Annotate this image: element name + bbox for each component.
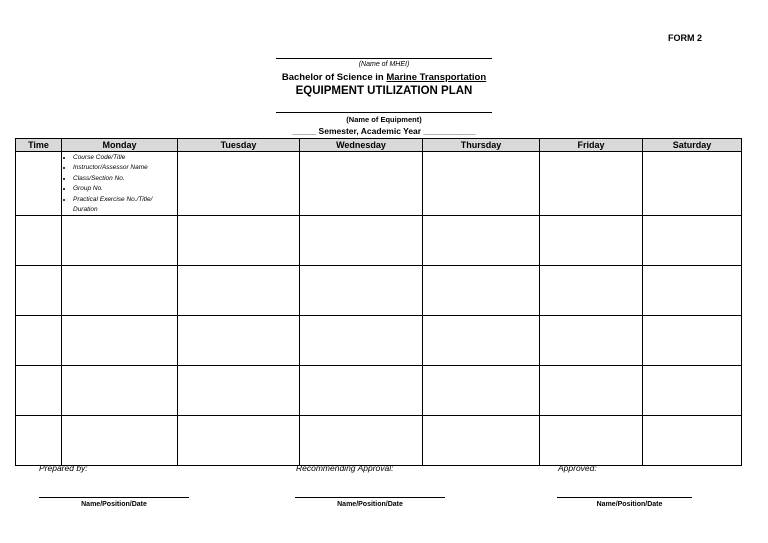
table-cell[interactable] (540, 366, 643, 416)
recommending-approval-label: Recommending Approval: (296, 463, 394, 473)
table-cell[interactable] (300, 416, 423, 466)
table-cell[interactable] (423, 366, 540, 416)
column-header-saturday: Saturday (643, 139, 742, 152)
table-cell[interactable] (16, 216, 62, 266)
semester-line: _____ Semester, Academic Year ___________ (292, 126, 476, 136)
list-item: • Group No. (73, 184, 177, 194)
table-row (16, 266, 742, 316)
table-row (16, 316, 742, 366)
table-cell[interactable] (62, 266, 178, 316)
mhei-name-line (276, 58, 492, 59)
program-prefix: Bachelor of Science in (281, 72, 387, 83)
table-cell[interactable] (643, 366, 742, 416)
table-cell[interactable] (643, 316, 742, 366)
table-cell[interactable] (16, 366, 62, 416)
table-cell[interactable] (423, 416, 540, 466)
table-cell[interactable] (423, 216, 540, 266)
table-cell[interactable] (423, 152, 540, 216)
column-header-wednesday: Wednesday (300, 139, 423, 152)
table-row (16, 416, 742, 466)
table-cell[interactable] (16, 152, 62, 216)
table-row (16, 216, 742, 266)
table-cell[interactable] (423, 316, 540, 366)
equipment-name-line (276, 112, 492, 113)
list-item: • Practical Exercise No./Title/ Duration (73, 195, 177, 216)
table-cell[interactable] (300, 366, 423, 416)
prepared-by-caption: Name/Position/Date (81, 501, 147, 508)
approved-by-label: Approved: (558, 463, 597, 473)
table-cell[interactable] (178, 416, 300, 466)
form-number: FORM 2 (668, 33, 703, 43)
approved-caption: Name/Position/Date (596, 501, 663, 508)
table-cell[interactable] (423, 266, 540, 316)
table-cell[interactable] (643, 416, 742, 466)
table-cell[interactable] (540, 316, 643, 366)
recommending-signature-line (295, 497, 445, 498)
column-header-thursday: Thursday (423, 139, 540, 152)
table-cell[interactable] (540, 416, 643, 466)
table-cell[interactable] (62, 316, 178, 366)
entry-guide-list (62, 153, 177, 215)
program-name: Marine Transportation (386, 72, 487, 83)
table-cell[interactable] (62, 416, 178, 466)
table-cell[interactable] (540, 266, 643, 316)
column-header-time: Time (16, 139, 62, 152)
table-cell[interactable] (300, 216, 423, 266)
list-item: • Class/Section No. (73, 174, 177, 184)
approved-signature-line (557, 497, 692, 498)
table-cell[interactable] (178, 316, 300, 366)
recommending-caption: Name/Position/Date (337, 501, 403, 508)
table-cell[interactable] (643, 266, 742, 316)
table-cell[interactable] (643, 216, 742, 266)
equipment-name-label: (Name of Equipment) (346, 115, 422, 124)
table-cell[interactable] (62, 366, 178, 416)
table-cell[interactable] (540, 152, 643, 216)
table-cell[interactable] (643, 152, 742, 216)
table-cell[interactable] (16, 266, 62, 316)
table-cell[interactable] (16, 416, 62, 466)
table-header-row (16, 139, 742, 152)
table-cell[interactable] (300, 316, 423, 366)
prepared-by-label: Prepared by: (39, 463, 88, 473)
table-cell[interactable] (178, 366, 300, 416)
column-header-tuesday: Tuesday (178, 139, 300, 152)
utilization-table (15, 138, 742, 466)
table-cell[interactable] (540, 216, 643, 266)
table-row (16, 152, 742, 216)
list-item: • Course Code/Title (73, 153, 177, 163)
table-cell[interactable] (178, 216, 300, 266)
table-cell[interactable] (178, 266, 300, 316)
table-cell[interactable] (62, 152, 178, 216)
program-heading (0, 72, 768, 83)
column-header-monday: Monday (62, 139, 178, 152)
table-cell[interactable] (178, 152, 300, 216)
table-cell[interactable] (300, 152, 423, 216)
list-item: • Instructor/Assessor Name (73, 163, 177, 173)
prepared-by-signature-line (39, 497, 189, 498)
table-cell[interactable] (62, 216, 178, 266)
column-header-friday: Friday (540, 139, 643, 152)
table-cell[interactable] (300, 266, 423, 316)
document-title: EQUIPMENT UTILIZATION PLAN (295, 85, 473, 97)
table-cell[interactable] (16, 316, 62, 366)
table-row (16, 366, 742, 416)
mhei-name-label: (Name of MHEI) (358, 61, 410, 68)
